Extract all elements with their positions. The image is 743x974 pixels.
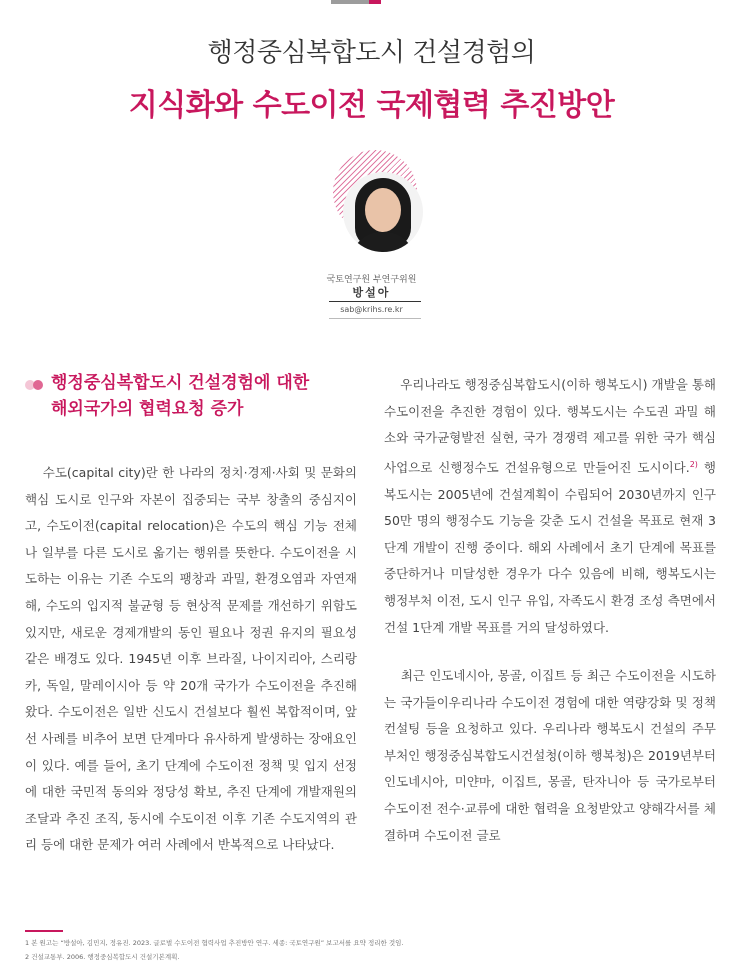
author-divider xyxy=(329,301,421,302)
title-line-1: 행정중심복합도시 건설경험의 xyxy=(207,38,536,68)
right-column xyxy=(384,372,716,849)
title-line-2: 지식화와 수도이전 국제협력 추진방안 xyxy=(128,88,615,123)
author-name: 방설아 xyxy=(352,286,391,299)
author-portrait xyxy=(333,150,417,260)
heading-bullet-icon xyxy=(25,380,49,390)
paragraph: 수도(capital city)란 한 나라의 정치·경제·사회 및 문화의 핵심 도시로 인구와 자본이 집중되는 국부 창출의 중심지이고, 수도이전(capital relocation)은 수도의 핵심 기능 전체나 일부를 다른 도시로 옮기는 행위를 뜻한다. 수도이전을 시도하는 이유는 기존 수도의 팽창과 과밀, 환경오염과 자연재해, 수도의 입지적 불균형 등 현상적 문제를 개선하기 위함도 있지만, 새로운 경제개발의 동인 필요나 정권 유지의 필요성 같은 배경도 있다. 1945년 이후 브라질, 나이지리아, 스리랑카, 독일, 말레이시아 등 약 20개 국가가 수도이전을 추진해 왔다. 수도이전은 일반 신도시 건설보다 훨씬 복합적이며, 앞선 사례를 비추어 보면 단계마다 유사하게 발생하는 장애요인이 있다. 예를 들어, 초기 단계에 수도이전 정책 및 입지 선정에 대한 국민적 동의와 정당성 확보, 추진 단계에 개발재원의 조달과 추진 조직, 동시에 수도이전 이후 기존 수도지역의 관리 등에 대한 문제가 여러 사례에서 반복적으로 나타났다. xyxy=(25,465,357,853)
section-heading-line-1: 행정중심복합도시 건설경험에 대한 xyxy=(51,373,310,393)
top-decor-accent xyxy=(369,0,381,4)
author-photo xyxy=(343,172,423,252)
paragraph: 최근 인도네시아, 몽골, 이집트 등 최근 수도이전을 시도하는 국가들이우리나라 수도이전 경험에 대한 역량강화 및 정책컨설팅 등을 요청하고 있다. 우리나라 행복도시 건설의 주무 부처인 행정중심복합도시건설청(이하 행복청)은 2019년부터 인도네시아, 미얀마, 이집트, 몽골, 탄자니아 등 국가로부터 수도이전 전수·교류에 대한 협력을 요청받았고 양해각서를 체결하며 수도이전 글로 xyxy=(384,668,716,843)
top-decor-bar xyxy=(331,0,369,4)
footnote-divider xyxy=(25,930,63,932)
footnote-ref: 2) xyxy=(689,459,698,469)
author-email[interactable]: sab@krihs.re.kr xyxy=(340,305,403,314)
author-divider-bottom xyxy=(329,318,421,319)
left-column xyxy=(25,460,357,859)
section-heading-text xyxy=(51,370,309,422)
footnote-2: 2 건설교통부. 2006. 행정중심복합도시 건설기본계획. xyxy=(25,953,180,961)
section-heading-line-2: 해외국가의 협력요청 증가 xyxy=(51,399,244,419)
footnote-1: 1 본 원고는 “방설아, 김민지, 정유진. 2023. 글로벌 수도이전 협력사업 추진방안 연구. 세종: 국토연구원” 보고서를 요약 정리한 것임. xyxy=(25,939,404,947)
paragraph: 우리나라도 행정중심복합도시(이하 행복도시) 개발을 통해 수도이전을 추진한 경험이 있다. 행복도시는 수도권 과밀 해소와 국가균형발전 실현, 국가 경쟁력 제고를 위한 국가 핵심 사업으로 신행정수도 건설유형으로 만들어진 도시이다.$^{2)}$ 행복도시는 2005년에 건설계획이 수립되어 2030년까지 인구 50만 명의 행정수도 기능을 갖춘 도시 건설을 목표로 현재 3단계 개발이 진행 중이다. 해외 사례에서 초기 단계에 목표를 중단하거나 미달성한 경우가 다수 있음에 비해, 행복도시는 행정부처 이전, 도시 인구 유입, 자족도시 환경 조성 측면에서 건설 1단계 개발 목표를 거의 달성하였다. xyxy=(384,377,716,635)
author-affiliation: 국토연구원 부연구위원 xyxy=(326,275,417,285)
